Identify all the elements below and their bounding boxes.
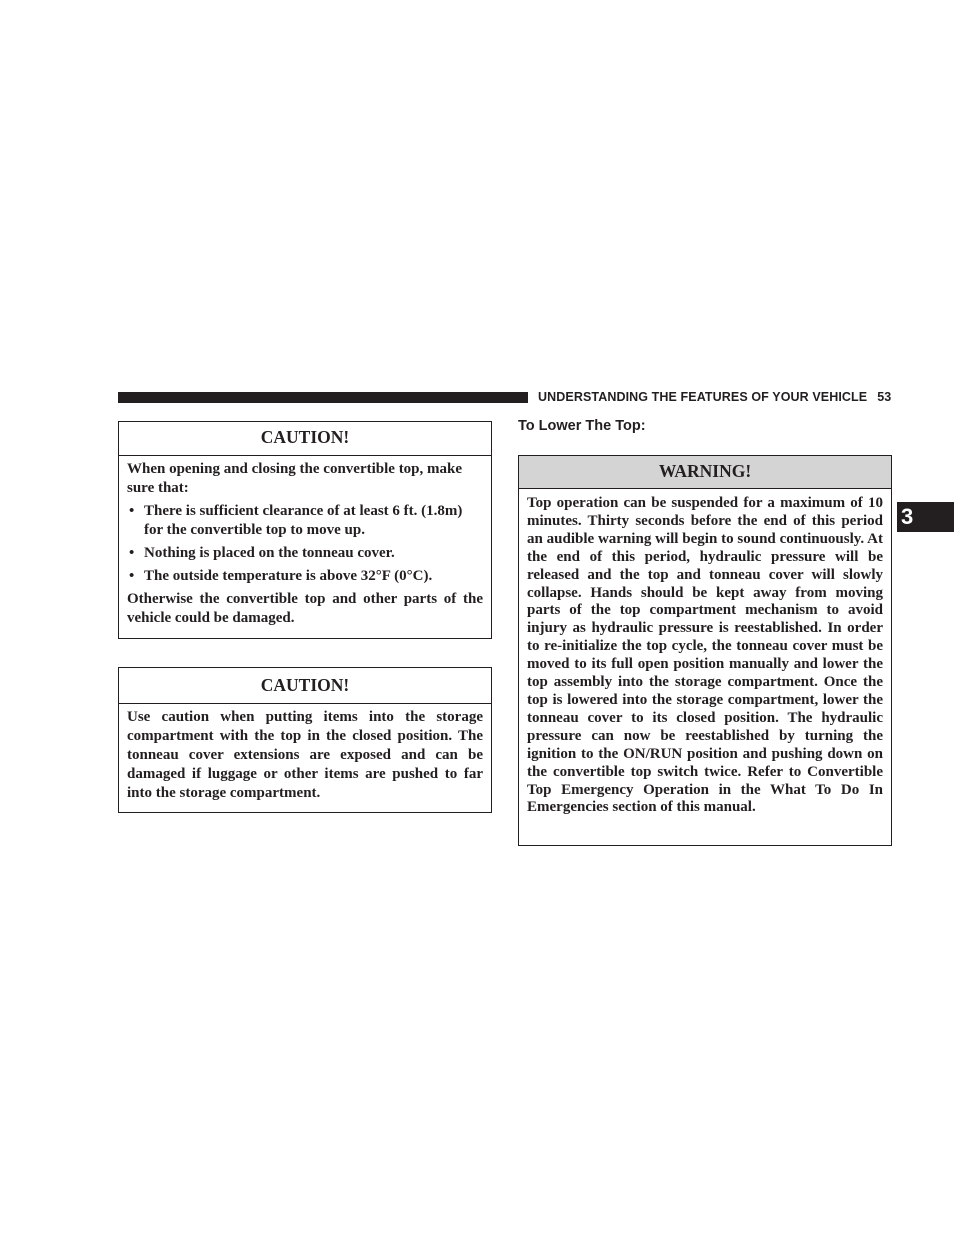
- warning-body: Top operation can be suspended for a maximum of 10 minutes. Thirty seconds before the end of this period an audible warning will begin to sound continuously. At the end of this period, hydraulic pressure will be released and the top and tonneau cover will slowly collapse. Hands should be kept away from moving parts of the top compartment mechanism to avoid injury as hydraulic pressure is reestablished. In order to re-initialize the top cycle, the tonneau cover must be moved to its full open position manually and lower the top assembly into the storage compartment. Once the top is lowered into the storage compartment, lower the tonneau cover to its closed position. The hydraulic pressure can now be reestablished by turning the ignition to the ON/RUN position and pushing down on the convertible top switch twice. Refer to Convertible Top Emergency Operation in the What To Do In Emergencies section of this manual.: [527, 495, 883, 816]
- bullet-text: The outside temperature is above 32°F (0°C).: [144, 568, 433, 584]
- section-heading: To Lower The Top:: [518, 418, 646, 434]
- running-header: [538, 390, 891, 404]
- caution-intro: When opening and closing the convertible top, make sure that:: [127, 461, 463, 496]
- caution-title: CAUTION!: [119, 668, 491, 704]
- caution-bullet-list: [127, 502, 483, 586]
- bullet-icon: •: [129, 545, 135, 561]
- caution-body: Use caution when putting items into the storage compartment with the top in the closed position. The tonneau cover extensions are exposed and can be damaged if luggage or other items are pushed to far into the storage compartment.: [127, 709, 483, 801]
- list-item: [127, 502, 483, 540]
- warning-title: WARNING!: [519, 456, 891, 489]
- caution-outro: Otherwise the convertible top and other parts of the vehicle could be damaged.: [127, 591, 483, 626]
- caution-box-convertible-top: [118, 421, 492, 639]
- warning-box: [518, 455, 892, 846]
- caution-title: CAUTION!: [119, 422, 491, 456]
- caution-body: [119, 456, 491, 628]
- bullet-icon: •: [129, 568, 135, 584]
- caution-box-storage-compartment: [118, 667, 492, 813]
- header-title: UNDERSTANDING THE FEATURES OF YOUR VEHICLE: [538, 390, 868, 404]
- header-rule: [118, 392, 528, 403]
- bullet-text: There is sufficient clearance of at least 6 ft. (1.8m) for the convertible top to move up.: [144, 503, 463, 538]
- chapter-tab: 3: [897, 502, 954, 532]
- bullet-icon: •: [129, 503, 135, 519]
- list-item: [127, 567, 483, 586]
- bullet-text: Nothing is placed on the tonneau cover.: [144, 545, 395, 561]
- list-item: [127, 544, 483, 563]
- page-number: 53: [877, 390, 892, 404]
